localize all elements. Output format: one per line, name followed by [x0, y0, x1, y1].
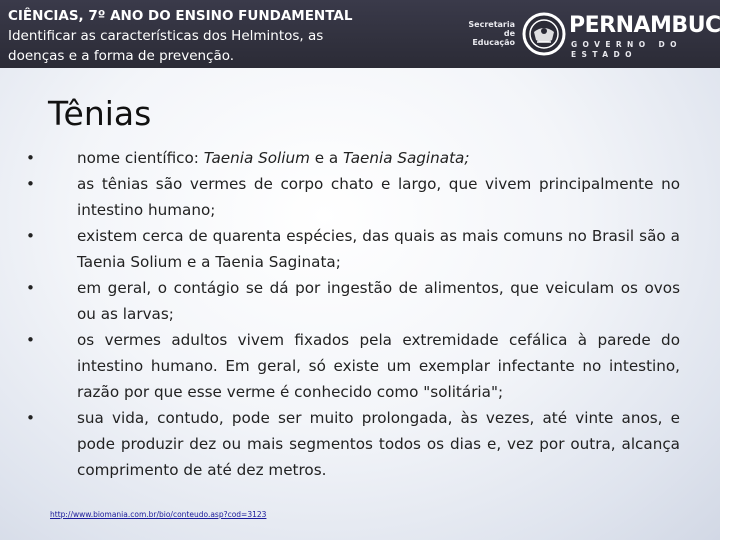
header-subtitle-line2: doenças e a forma de prevenção. — [8, 48, 235, 64]
bullet-item — [26, 275, 680, 327]
bullet-item — [26, 171, 680, 223]
pernambuco-brand: PERNAMBUCO — [569, 13, 739, 38]
bullet-text-emphasis: Taenia Solium — [203, 149, 310, 167]
header-subtitle-line1: Identificar as características dos Helmintos, as — [8, 28, 324, 44]
secretaria-line1: Secretaria de — [468, 20, 515, 38]
bullet-item — [26, 145, 680, 171]
governo-do-estado: GOVERNO DO ESTADO — [571, 40, 682, 59]
header-banner — [0, 0, 739, 68]
bullet-text: as tênias são vermes de corpo chato e largo, que vivem principalmente no intestino humano; — [77, 175, 680, 219]
bullet-text: em geral, o contágio se dá por ingestão de alimentos, que veiculam os ovos ou as larvas; — [77, 279, 680, 323]
bullet-item — [26, 405, 680, 483]
bullet-text-pre: nome científico: — [77, 149, 204, 167]
bullet-text-mid: e a — [309, 149, 344, 167]
header-title: CIÊNCIAS, 7º ANO DO ENSINO FUNDAMENTAL — [8, 8, 353, 24]
bullet-text: os vermes adultos vivem fixados pela extremidade cefálica à parede do intestino humano. Em geral, só existe um exemplar infectante no intestino, razão por que esse verme é conhecido como "solitária"; — [77, 331, 680, 401]
bullet-item — [26, 327, 680, 405]
bullet-text: existem cerca de quarenta espécies, das quais as mais comuns no Brasil são a Taenia Solium e a Taenia Saginata; — [77, 227, 680, 271]
bullet-item — [26, 223, 680, 275]
pernambuco-crest-icon — [522, 12, 566, 56]
slide-title: Tênias — [48, 94, 152, 133]
bullet-text: sua vida, contudo, pode ser muito prolongada, às vezes, até vinte anos, e pode produzir dez ou mais segmentos todos os dias e, vez por outra, alcança comprimento de até dez metros. — [77, 409, 680, 479]
source-link[interactable]: http://www.biomania.com.br/bio/conteudo.asp?cod=3123 — [50, 510, 267, 519]
secretaria-educacao-logo — [455, 20, 515, 47]
header-text — [8, 6, 428, 66]
bullet-text-emphasis: Taenia Saginata; — [343, 149, 470, 167]
secretaria-line2: Educação — [472, 38, 515, 47]
bullet-list — [26, 145, 680, 483]
